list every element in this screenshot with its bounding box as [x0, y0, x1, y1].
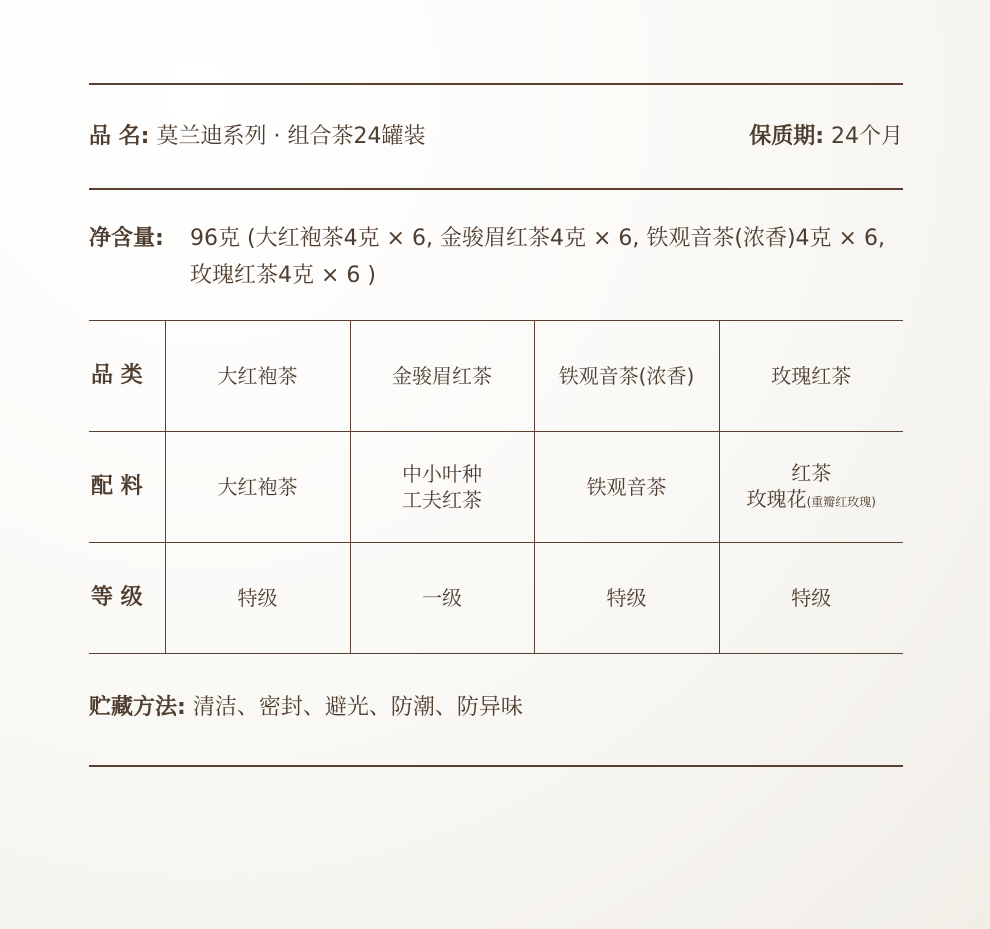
- cell-line: [720, 486, 904, 515]
- table-cell: [719, 432, 903, 543]
- table-cell: [350, 432, 534, 543]
- net-content-line1: 96克 (大红袍茶4克 × 6, 金骏眉红茶4克 × 6, 铁观音茶(浓香)4克 × 6,: [190, 226, 885, 251]
- divider-top: [89, 83, 903, 85]
- table-cell: 一级: [350, 543, 534, 654]
- cell-note: (重瓣红玫瑰): [806, 494, 876, 509]
- table-cell: [534, 432, 719, 543]
- table-row-grade: [89, 543, 903, 654]
- cell-line: 工夫红茶: [402, 488, 482, 512]
- product-name-label: 品 名:: [89, 124, 150, 149]
- divider-bottom: [89, 765, 903, 767]
- cell-line: 铁观音茶: [586, 475, 667, 499]
- table-cell: 玫瑰红茶: [719, 321, 903, 432]
- divider-after-name: [89, 188, 903, 190]
- product-name-value: 莫兰迪系列 · 组合茶24罐装: [156, 124, 426, 149]
- cell-line: 红茶: [791, 460, 832, 485]
- net-content-label: 净含量:: [89, 226, 164, 251]
- shelf-life-value: 24个月: [831, 124, 903, 149]
- row-header-category: 品 类: [89, 321, 165, 432]
- storage-row: [89, 693, 523, 723]
- cell-line: 大红袍茶: [217, 475, 298, 499]
- table-cell: 大红袍茶: [165, 321, 350, 432]
- shelf-life-label: 保质期:: [749, 124, 824, 149]
- row-header-ingredients: 配 料: [89, 432, 165, 543]
- table-cell: 特级: [534, 543, 719, 654]
- spec-table: [89, 320, 903, 654]
- row-header-grade: 等 级: [89, 543, 165, 654]
- cell-line-text: 玫瑰花: [746, 486, 807, 511]
- table-cell: [165, 432, 350, 543]
- net-content-line2: 玫瑰红茶4克 × 6 ): [190, 263, 376, 288]
- table-cell: 特级: [165, 543, 350, 654]
- table-cell: 铁观音茶(浓香): [534, 321, 719, 432]
- storage-value: 清洁、密封、避光、防潮、防异味: [192, 695, 523, 720]
- shelf-life-row: [749, 122, 903, 152]
- table-row-category: [89, 321, 903, 432]
- table-cell: 金骏眉红茶: [350, 321, 534, 432]
- storage-label: 贮藏方法:: [89, 695, 186, 720]
- table-cell: 特级: [719, 543, 903, 654]
- cell-line: 中小叶种: [402, 462, 482, 486]
- table-row-ingredients: [89, 432, 903, 543]
- product-name-row: [89, 122, 425, 152]
